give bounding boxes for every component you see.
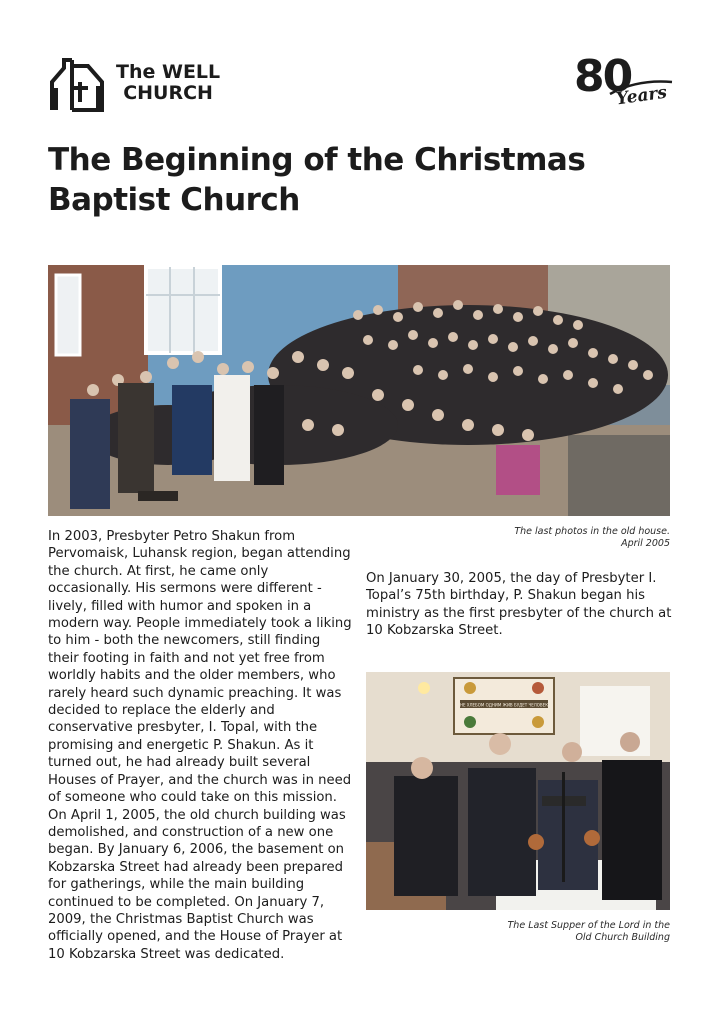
badge-number: 80 [574, 51, 632, 102]
banner-text: НЕ ХЛЕБОМ ОДНИМ ЖИВ БУДЕТ ЧЕЛОВЕК [459, 702, 549, 708]
photo-1-caption-line-2: April 2005 [621, 538, 670, 549]
last-supper-photo [366, 672, 670, 910]
photo-1-caption [420, 526, 670, 550]
photo-2-caption-line-1: The Last Supper of the Lord in the [507, 920, 670, 931]
logo-line-2: CHURCH [123, 82, 213, 104]
group-photo-image [48, 265, 670, 516]
group-photo [48, 265, 670, 516]
article-body-left: In 2003, Presbyter Petro Shakun from Pervomaisk, Luhansk region, began attending the church. At first, he came only occasionally. His sermons were different - lively, filled with humor and spoken in a modern way. People immediately took a liking to him - both the newcomers, still finding their footing in faith and not yet free from worldly habits and the older members, who rarely heard such dynamic preaching. It was decided to replace the elderly and conservative presbyter, I. Topal, with the promising and energetic P. Shakun. As it turned out, he had already built several Houses of Prayer, and the church was in need of someone who could take on this mission. On April 1, 2005, the old church building was demolished, and construction of a new one began. By January 6, 2006, the basement on Kobzarska Street had already been prepared for gatherings, while the main building continued to be completed. On January 7, 2009, the Christmas Baptist Church was officially opened, and the House of Prayer at 10 Kobzarska Street was dedicated. [48, 529, 352, 962]
photo-1-caption-line-1: The last photos in the old house. [514, 526, 670, 537]
badge-word: Years [614, 82, 669, 110]
church-cross-icon [48, 56, 104, 112]
last-supper-photo-image [366, 672, 670, 910]
church-logo [48, 56, 248, 112]
photo-2-caption-line-2: Old Church Building [575, 932, 670, 943]
logo-wordmark [116, 62, 220, 104]
article-body-right: On January 30, 2005, the day of Presbyter I. Topal’s 75th birthday, P. Shakun began his ministry as the first presbyter of the church at 10 Kobzarska Street. [366, 571, 672, 639]
page-title: The Beginning of the Christmas Baptist Church [48, 142, 586, 218]
logo-line-1: The WELL [116, 61, 221, 83]
photo-2-caption [420, 920, 670, 944]
anniversary-badge [574, 52, 674, 116]
